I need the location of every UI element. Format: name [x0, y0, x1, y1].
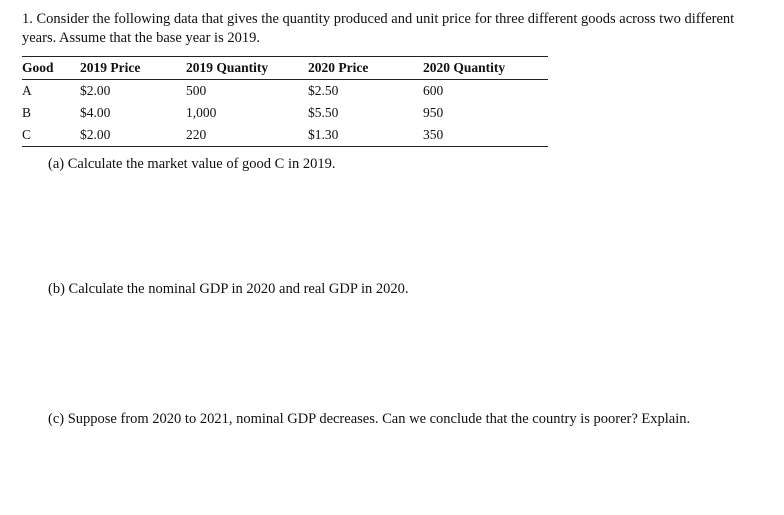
cell-2019-price: $2.00 — [80, 127, 111, 142]
cell-2019-quantity: 500 — [186, 83, 207, 98]
cell-2019-price: $4.00 — [80, 105, 111, 120]
data-table — [22, 56, 548, 147]
cell-2020-quantity: 600 — [423, 83, 444, 98]
table-header-row — [22, 57, 548, 80]
cell-2020-price: $1.30 — [308, 127, 339, 142]
problem-intro: 1. Consider the following data that gives the quantity produced and unit price for three different goods across two different years. Assume that the base year is 2019. — [22, 11, 735, 46]
cell-good: A — [22, 83, 32, 98]
question-b: (b) Calculate the nominal GDP in 2020 and real GDP in 2020. — [48, 281, 409, 297]
cell-2020-price: $5.50 — [308, 105, 339, 120]
header-2019-quantity: 2019 Quantity — [186, 57, 308, 80]
cell-2019-price: $2.00 — [80, 83, 111, 98]
cell-2019-quantity: 1,000 — [186, 105, 217, 120]
header-2020-quantity: 2020 Quantity — [423, 57, 548, 80]
table-row — [22, 124, 548, 147]
table-row — [22, 102, 548, 124]
cell-2020-price: $2.50 — [308, 83, 339, 98]
table-row — [22, 80, 548, 103]
question-a: (a) Calculate the market value of good C in 2019. — [48, 156, 336, 172]
header-2019-price: 2019 Price — [80, 57, 186, 80]
cell-good: C — [22, 127, 32, 142]
cell-2020-quantity: 350 — [423, 127, 444, 142]
cell-2020-quantity: 950 — [423, 105, 444, 120]
cell-2019-quantity: 220 — [186, 127, 207, 142]
header-2020-price: 2020 Price — [308, 57, 423, 80]
question-c: (c) Suppose from 2020 to 2021, nominal GDP decreases. Can we conclude that the country is poorer? Explain. — [48, 411, 691, 427]
header-good: Good — [22, 57, 80, 80]
cell-good: B — [22, 105, 32, 120]
